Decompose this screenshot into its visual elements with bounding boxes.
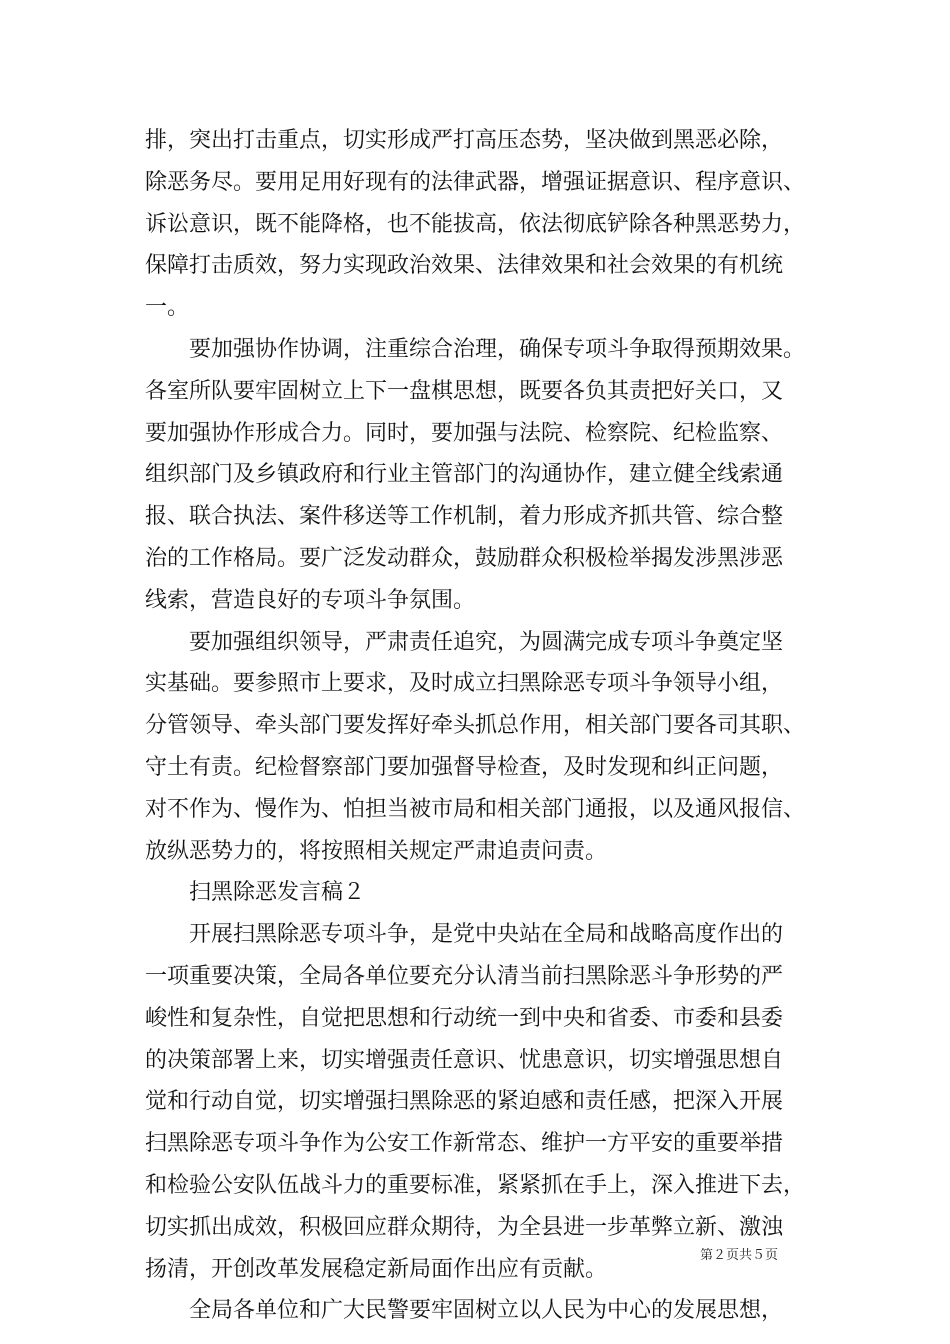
text-line: 组织部门及乡镇政府和行业主管部门的沟通协作，建立健全线索通 [145, 462, 784, 488]
text-line: 分管领导、牵头部门要发挥好牵头抓总作用，相关部门要各司其职、 [145, 713, 806, 739]
text-line: 报、联合执法、案件移送等工作机制，着力形成齐抓共管、综合整 [145, 504, 784, 530]
text-line: 守土有责。纪检督察部门要加强督导检查，及时发现和纠正问题， [145, 754, 784, 780]
document-body [145, 120, 820, 1332]
text-line: 觉和行动自觉，切实增强扫黑除恶的紧迫感和责任感，把深入开展 [145, 1089, 784, 1115]
text-line: 线索，营造良好的专项斗争氛围。 [145, 587, 476, 613]
text-line: 诉讼意识，既不能降格，也不能拔高，依法彻底铲除各种黑恶势力， [145, 211, 806, 237]
text-line: 排，突出打击重点，切实形成严打高压态势，坚决做到黑恶必除， [145, 128, 784, 153]
text-line: 的决策部署上来，切实增强责任意识、忧患意识，切实增强思想自 [145, 1047, 784, 1073]
text-line: 保障打击质效，努力实现政治效果、法律效果和社会效果的有机统 [145, 253, 784, 279]
text-line: 峻性和复杂性，自觉把思想和行动统一到中央和省委、市委和县委 [145, 1005, 784, 1031]
text-line: 和检验公安队伍战斗力的重要标准，紧紧抓在手上，深入推进下去， [145, 1172, 806, 1198]
text-line: 一。 [145, 295, 190, 321]
text-line: 切实抓出成效，积极回应群众期待，为全县进一步革弊立新、激浊 [145, 1214, 784, 1240]
paragraph-first-line: 开展扫黑除恶专项斗争，是党中央站在全局和战略高度作出的 [189, 922, 784, 948]
section-heading: 扫黑除恶发言稿２ [189, 880, 366, 906]
text-line: 治的工作格局。要广泛发动群众，鼓励群众积极检举揭发涉黑涉恶 [145, 545, 784, 571]
text-line: 扬清，开创改革发展稳定新局面作出应有贡献。 [145, 1256, 608, 1282]
text-line: 扫黑除恶专项斗争作为公安工作新常态、维护一方平安的重要举措 [145, 1131, 784, 1157]
text-line: 各室所队要牢固树立上下一盘棋思想，既要各负其责把好关口，又 [145, 378, 784, 404]
text-line: 一项重要决策，全局各单位要充分认清当前扫黑除恶斗争形势的严 [145, 963, 784, 989]
text-line: 除恶务尽。要用足用好现有的法律武器，增强证据意识、程序意识、 [145, 169, 806, 195]
text-line: 对不作为、慢作为、怕担当被市局和相关部门通报，以及通风报信、 [145, 796, 806, 822]
page-number: 第２页共５页 [700, 1248, 779, 1263]
paragraph-first-line: 全局各单位和广大民警要牢固树立以人民为中心的发展思想， [189, 1298, 784, 1324]
paragraph-first-line: 要加强协作协调，注重综合治理，确保专项斗争取得预期效果。 [189, 336, 806, 362]
text-line: 实基础。要参照市上要求，及时成立扫黑除恶专项斗争领导小组， [145, 671, 784, 697]
text-line: 放纵恶势力的，将按照相关规定严肃追责问责。 [145, 838, 608, 864]
text-line: 要加强协作形成合力。同时，要加强与法院、检察院、纪检监察、 [145, 420, 784, 446]
paragraph-first-line: 要加强组织领导，严肃责任追究，为圆满完成专项斗争奠定坚 [189, 629, 784, 655]
